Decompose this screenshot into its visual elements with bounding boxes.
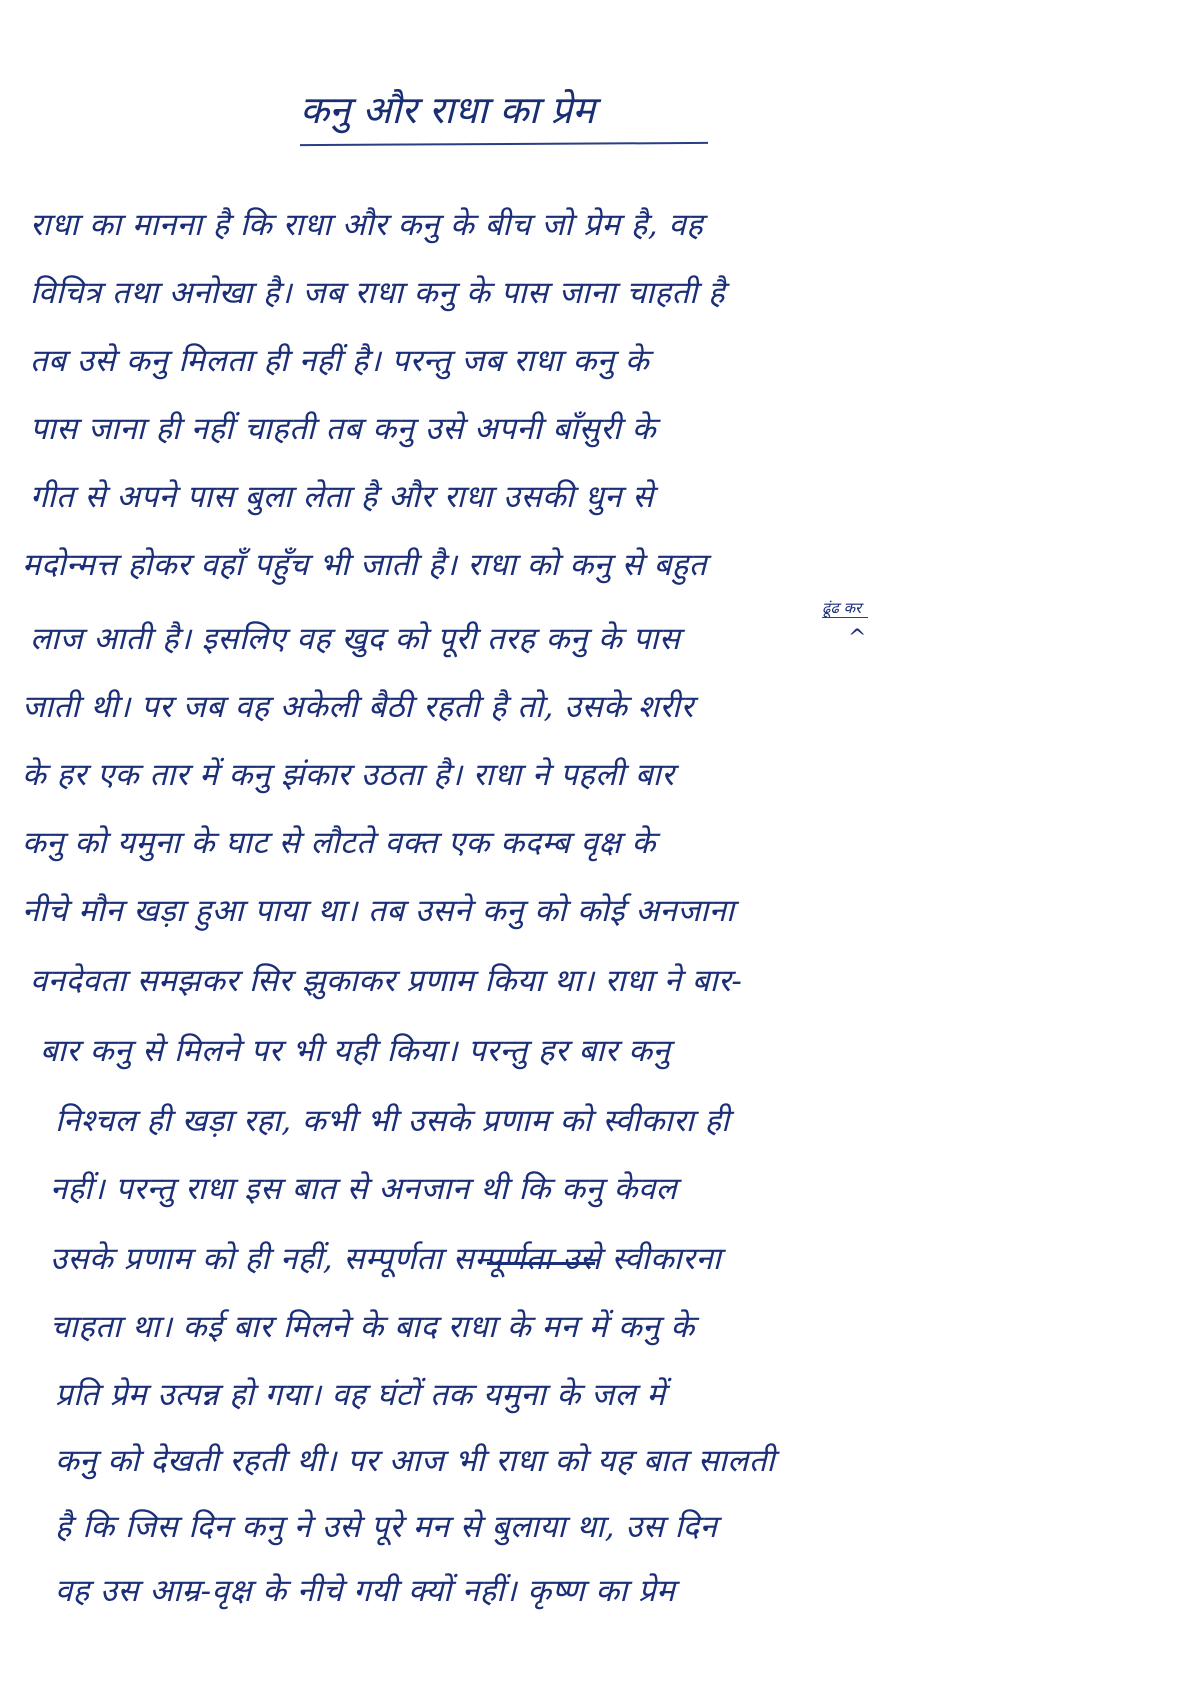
- text-line: जाती थी। पर जब वह अकेली बैठी रहती है तो, उसके शरीर: [22, 689, 694, 725]
- text-line: के हर एक तार में कनु झंकार उठता है। राधा ने पहली बार: [22, 757, 675, 793]
- text-line: राधा का मानना है कि राधा और कनु के बीच जो प्रेम है, वह: [30, 207, 704, 243]
- text-line: तब उसे कनु मिलता ही नहीं है। परन्तु जब राधा कनु के: [30, 343, 650, 379]
- text-line: वनदेवता समझकर सिर झुकाकर प्रणाम किया था। राधा ने बार-: [30, 963, 743, 999]
- page-title: कनु और राधा का प्रेम: [300, 88, 595, 132]
- strikethrough-mark: [487, 1262, 595, 1265]
- text-line: निश्चल ही खड़ा रहा, कभी भी उसके प्रणाम को स्वीकारा ही: [55, 1103, 730, 1139]
- text-line: वह उस आम्र-वृक्ष के नीचे गयी क्यों नहीं। कृष्ण का प्रेम: [55, 1573, 676, 1609]
- text-line: कनु को देखती रहती थी। पर आज भी राधा को यह बात सालती: [55, 1443, 776, 1479]
- text-line: गीत से अपने पास बुला लेता है और राधा उसकी धुन से: [30, 479, 654, 515]
- text-line: मदोन्मत्त होकर वहाँ पहुँच भी जाती है। राधा को कनु से बहुत: [22, 547, 707, 583]
- text-line: कनु को यमुना के घाट से लौटते वक्त एक कदम्ब वृक्ष के: [22, 825, 656, 861]
- insertion-caret: ^: [848, 626, 867, 651]
- text-line: उसके प्रणाम को ही नहीं, सम्पूर्णता सम्पूर्णता उसे स्वीकारना: [50, 1241, 722, 1277]
- text-line: नीचे मौन खड़ा हुआ पाया था। तब उसने कनु को कोई अनजाना: [22, 893, 735, 929]
- inserted-correction: ढूंढ कर: [822, 599, 862, 617]
- text-line: विचित्र तथा अनोखा है। जब राधा कनु के पास जाना चाहती है: [30, 275, 726, 311]
- correction-underline: [822, 617, 868, 618]
- text-line: लाज आती है। इसलिए वह खुद को पूरी तरह कनु के पास: [30, 621, 681, 657]
- text-line: है कि जिस दिन कनु ने उसे पूरे मन से बुलाया था, उस दिन: [55, 1509, 718, 1545]
- text-line: नहीं। परन्तु राधा इस बात से अनजान थी कि कनु केवल: [50, 1171, 678, 1207]
- text-line: चाहता था। कई बार मिलने के बाद राधा के मन में कनु के: [50, 1309, 695, 1345]
- title-underline: [300, 142, 708, 146]
- text-line: प्रति प्रेम उत्पन्न हो गया। वह घंटों तक यमुना के जल में: [55, 1377, 666, 1413]
- text-line: बार कनु से मिलने पर भी यही किया। परन्तु हर बार कनु: [40, 1033, 671, 1069]
- text-line: पास जाना ही नहीं चाहती तब कनु उसे अपनी बाँसुरी के: [30, 411, 657, 447]
